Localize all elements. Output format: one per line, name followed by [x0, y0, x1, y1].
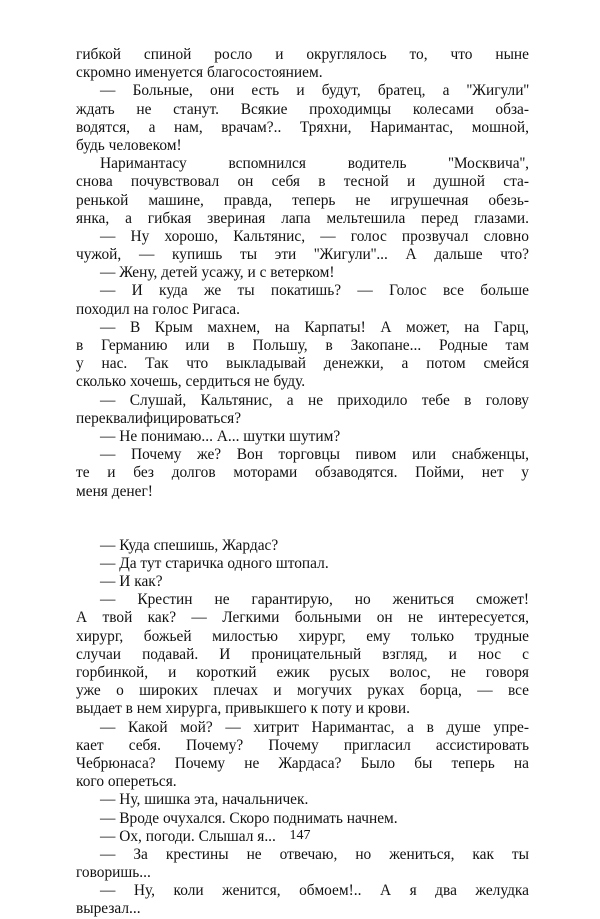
text-line: случаи подавай. И проницательный взгляд, и нос с	[76, 645, 529, 663]
text-line: походил на голос Ригаса.	[76, 300, 240, 318]
text-line: хирург, божьей милостью хирург, ему только трудные	[76, 627, 529, 645]
text-line: вырезал...	[76, 900, 141, 918]
text-line: сколько хочешь, сердиться не буду.	[76, 373, 306, 391]
text-line: — Больные, они есть и будут, братец, а ''Жигули''	[100, 82, 529, 100]
text-line: — Какой мой? — хитрит Наримантас, а в душе упре-	[100, 718, 529, 736]
text-line: — Не понимаю... А... шутки шутим?	[100, 427, 341, 445]
text-line: скромно именуется благосостоянием.	[76, 64, 323, 82]
text-line: — Ну, коли женится, обмоем!.. А я два желудка	[100, 882, 529, 900]
text-line: янка, а гибкая звериная лапа мельтешила перед глазами.	[76, 209, 529, 227]
text-line: — Куда спешишь, Жардас?	[100, 536, 279, 554]
text-line: горбинкой, и короткий ежик русых волос, не говоря	[76, 664, 529, 681]
text-line: — Слушай, Кальтянис, а не приходило тебе в голову	[100, 391, 529, 409]
text-line: Наримантасу вспомнился водитель ''Москвича'',	[100, 155, 529, 173]
text-line: — Вроде очухался. Скоро поднимать начнем.	[100, 809, 398, 827]
text-line: — Ну, шишка эта, начальничек.	[100, 791, 309, 809]
page-number: 147	[289, 828, 311, 843]
text-line: у нас. Так что выкладывай денежки, а потом смейся	[76, 355, 529, 373]
text-line: — В Крым махнем, на Карпаты! А может, на Гарц,	[100, 318, 529, 336]
text-line: Чебрюнаса? Почему не Жардаса? Было бы теперь на	[76, 754, 529, 772]
text-line: переквалифицироваться?	[76, 409, 242, 427]
text-line: те и без долгов моторами обзаводятся. Пойми, нет у	[76, 464, 529, 482]
text-line: гибкой спиной росло и округлялось то, что ныне	[76, 46, 529, 63]
text-line: — Ох, погоди. Слышал я...	[100, 827, 276, 845]
text-line: меня денег!	[76, 482, 153, 500]
text-line: в Германию или в Польшу, в Закопане... Родные там	[76, 337, 529, 354]
body-text	[76, 46, 529, 919]
text-line: водятся, а нам, врачам?.. Тряхни, Наримантас, мошной,	[76, 118, 529, 136]
text-line: уже о широких плечах и могучих руках борца, — все	[76, 682, 529, 700]
section-break	[76, 501, 529, 537]
text-line: — Ну хорошо, Кальтянис, — голос прозвучал словно	[100, 227, 529, 245]
text-line: кого опереться.	[76, 773, 177, 791]
text-line: А твой как? — Легкими больными он не интересуется,	[76, 609, 529, 627]
text-line: чужой, — купишь ты эти ''Жигули''... А дальше что?	[76, 246, 529, 264]
text-line: выдает в нем хирурга, привыкшего к поту и крови.	[76, 700, 410, 718]
text-line: — Крестин не гарантирую, но жениться сможет!	[100, 591, 529, 609]
text-line: — И как?	[100, 573, 163, 591]
text-line: — Почему же? Вон торговцы пивом или снабженцы,	[100, 446, 529, 464]
text-line: — И куда же ты покатишь? — Голос все больше	[100, 282, 529, 300]
text-line: говоришь...	[76, 864, 151, 882]
text-line: ренькой машине, правда, теперь не игрушечная обезь-	[76, 191, 529, 209]
text-line: — Да тут старичка одного штопал.	[100, 554, 329, 572]
text-line: будь человеком!	[76, 136, 182, 154]
text-line: — За крестины не отвечаю, но жениться, как ты	[100, 845, 529, 863]
text-line: — Жену, детей усажу, и с ветерком!	[100, 264, 335, 282]
text-line: снова почувствовал он себя в тесной и душной ста-	[76, 173, 529, 191]
text-line: кает себя. Почему? Почему пригласил ассистировать	[76, 736, 529, 754]
text-line: ждать не станут. Всякие проходимцы колесами обза-	[76, 100, 529, 118]
